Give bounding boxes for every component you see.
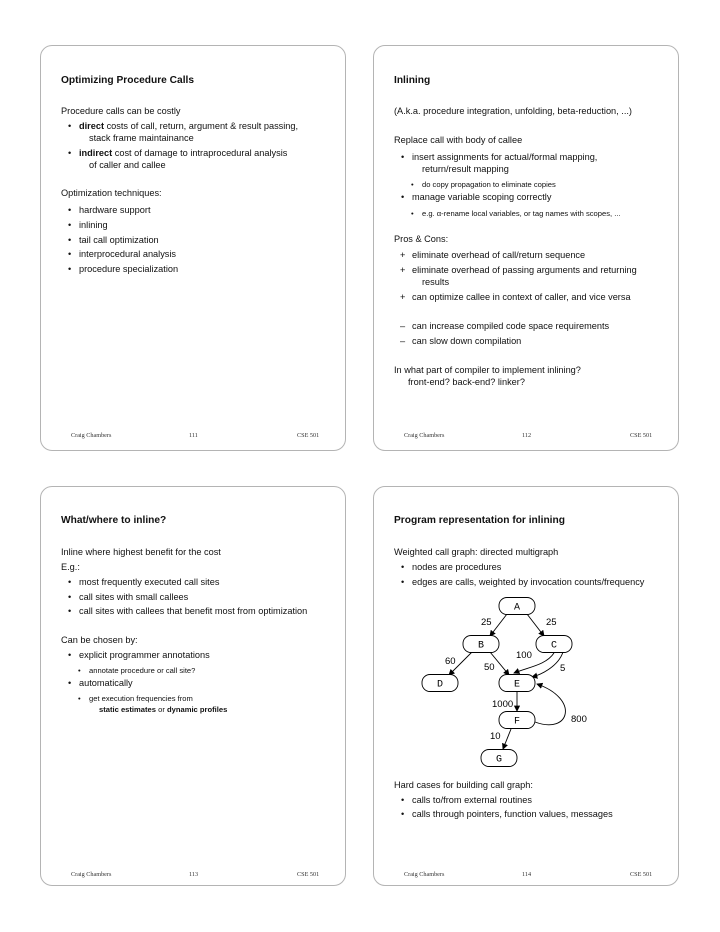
con-text: can increase compiled code space requirements xyxy=(412,321,610,331)
pro-item xyxy=(400,250,586,261)
bold-direct: direct xyxy=(79,121,105,131)
node-label-d: D xyxy=(436,679,444,691)
call-graph xyxy=(374,487,680,887)
plus-sign: + xyxy=(400,250,406,260)
bullet-assignments-cont: return/result mapping xyxy=(422,164,509,174)
node-label-e: E xyxy=(513,679,521,691)
bullet-direct xyxy=(79,121,298,132)
edge-f-g xyxy=(503,729,511,749)
bullet-direct-cont: stack frame maintainance xyxy=(89,133,194,143)
sub-bullet-rename xyxy=(422,208,621,219)
edge-weight-c-e: 5 xyxy=(560,663,566,674)
con-item xyxy=(400,321,610,332)
plus-sign: + xyxy=(400,292,406,302)
direct-text: costs of call, return, argument & result passing, xyxy=(104,121,299,131)
node-label-b: B xyxy=(477,640,485,652)
list-item: • nodes are procedures xyxy=(412,562,501,573)
list-item: • hardware support xyxy=(79,205,151,216)
bold-dynamic: dynamic profiles xyxy=(166,705,228,714)
techniques-heading: Optimization techniques: xyxy=(61,188,162,198)
slide-111 xyxy=(40,45,346,451)
node-label-c: C xyxy=(550,640,558,652)
edge-weight-e-f: 1000 xyxy=(492,699,514,710)
question-cont: front-end? back-end? linker? xyxy=(408,377,525,387)
bold-static: static estimates xyxy=(99,705,156,714)
footer-course: CSE 501 xyxy=(630,871,653,878)
footer-page: 112 xyxy=(522,432,532,439)
bold-indirect: indirect xyxy=(79,148,113,158)
edge-weight-b-d: 60 xyxy=(445,656,456,667)
intro-text: Weighted call graph: directed multigraph xyxy=(394,547,559,557)
rename-text: -rename local variables, or tag names with scopes, ... xyxy=(441,209,621,218)
slide-title: What/where to inline? xyxy=(61,515,167,526)
edge-a-c xyxy=(527,614,544,636)
edge-weight-f-e: 800 xyxy=(571,714,587,725)
hard-cases-heading: Hard cases for building call graph: xyxy=(394,780,533,790)
node-label-a: A xyxy=(513,602,521,614)
con-text: can slow down compilation xyxy=(412,336,522,346)
minus-sign: – xyxy=(400,321,406,331)
question-text: In what part of compiler to implement inlining? xyxy=(394,365,581,375)
edge-weight-a-c: 25 xyxy=(546,617,557,628)
footer-course: CSE 501 xyxy=(297,432,320,439)
bullet-indirect xyxy=(79,148,287,159)
footer-page: 113 xyxy=(189,871,199,878)
pros-cons-heading: Pros & Cons: xyxy=(394,234,449,244)
bullet-automatically: • automatically xyxy=(79,678,133,689)
indirect-text: cost of damage to intraprocedural analysis xyxy=(112,148,288,158)
slide-112 xyxy=(373,45,679,451)
footer-page: 111 xyxy=(189,432,198,439)
footer-author: Craig Chambers xyxy=(404,432,445,439)
pro-text: eliminate overhead of call/return sequence xyxy=(412,250,586,260)
bullet-assignments: • insert assignments for actual/formal mapping, xyxy=(412,152,597,163)
bullet-annotations: • explicit programmer annotations xyxy=(79,650,210,661)
intro-text: Inline where highest benefit for the cost xyxy=(61,547,221,557)
slide-title: Inlining xyxy=(394,75,431,86)
pro-item xyxy=(400,292,631,303)
edge-a-b xyxy=(490,614,507,636)
intro-text: Procedure calls can be costly xyxy=(61,106,181,116)
or-text: or xyxy=(155,705,167,714)
list-item: • call sites with small callees xyxy=(79,592,188,603)
slide-113 xyxy=(40,486,346,886)
con-item xyxy=(400,336,522,347)
edge-weight-f-g: 10 xyxy=(490,731,501,742)
slide-title: Program representation for inlining xyxy=(394,515,565,526)
plus-sign: + xyxy=(400,265,406,275)
eg-label: E.g.: xyxy=(61,562,80,572)
edge-c-e xyxy=(532,652,566,677)
sub-bullet-annotate: • annotate procedure or call site? xyxy=(89,665,195,676)
node-label-f: F xyxy=(513,716,521,728)
chosen-heading: Can be chosen by: xyxy=(61,635,138,645)
list-item: • edges are calls, weighted by invocation counts/frequency xyxy=(412,577,644,588)
bullet-scoping: • manage variable scoping correctly xyxy=(412,192,551,203)
edge-weight-b-e: 50 xyxy=(484,662,495,673)
footer-author: Craig Chambers xyxy=(71,871,112,878)
bullet-indirect-cont: of caller and callee xyxy=(89,160,166,170)
node-label-g: G xyxy=(495,754,503,766)
sub-bullet-frequencies: • get execution frequencies from xyxy=(89,693,193,704)
pro-text: can optimize callee in context of caller, and vice versa xyxy=(412,292,631,302)
list-item: • calls to/from external routines xyxy=(412,795,532,806)
edge-f-e xyxy=(535,684,565,725)
edge-weight-c-b: 100 xyxy=(516,650,532,661)
rename-prefix: e.g. xyxy=(422,209,437,218)
footer-author: Craig Chambers xyxy=(404,871,445,878)
alpha-symbol: α xyxy=(436,209,442,218)
sub-bullet-copy: • do copy propagation to eliminate copies xyxy=(422,179,556,190)
pro-item xyxy=(400,265,637,276)
list-item: • interprocedural analysis xyxy=(79,249,176,260)
frequency-sources xyxy=(99,704,227,715)
aka-text: (A.k.a. procedure integration, unfolding, beta-reduction, ...) xyxy=(394,106,632,116)
slide-114 xyxy=(373,486,679,886)
list-item: • procedure specialization xyxy=(79,264,178,275)
slide-title: Optimizing Procedure Calls xyxy=(61,75,195,86)
list-item: • most frequently executed call sites xyxy=(79,577,219,588)
footer-author: Craig Chambers xyxy=(71,432,112,439)
footer-course: CSE 501 xyxy=(297,871,320,878)
pro-text: eliminate overhead of passing arguments and returning xyxy=(412,265,637,275)
minus-sign: – xyxy=(400,336,406,346)
replace-text: Replace call with body of callee xyxy=(394,135,523,145)
list-item: • inlining xyxy=(79,220,108,231)
list-item: • calls through pointers, function values, messages xyxy=(412,809,613,820)
list-item: • call sites with callees that benefit most from optimization xyxy=(79,606,307,617)
pro-item-cont: results xyxy=(422,277,450,287)
edge-weight-a-b: 25 xyxy=(481,617,492,628)
footer-page: 114 xyxy=(522,871,532,878)
footer-course: CSE 501 xyxy=(630,432,653,439)
list-item: • tail call optimization xyxy=(79,235,159,246)
